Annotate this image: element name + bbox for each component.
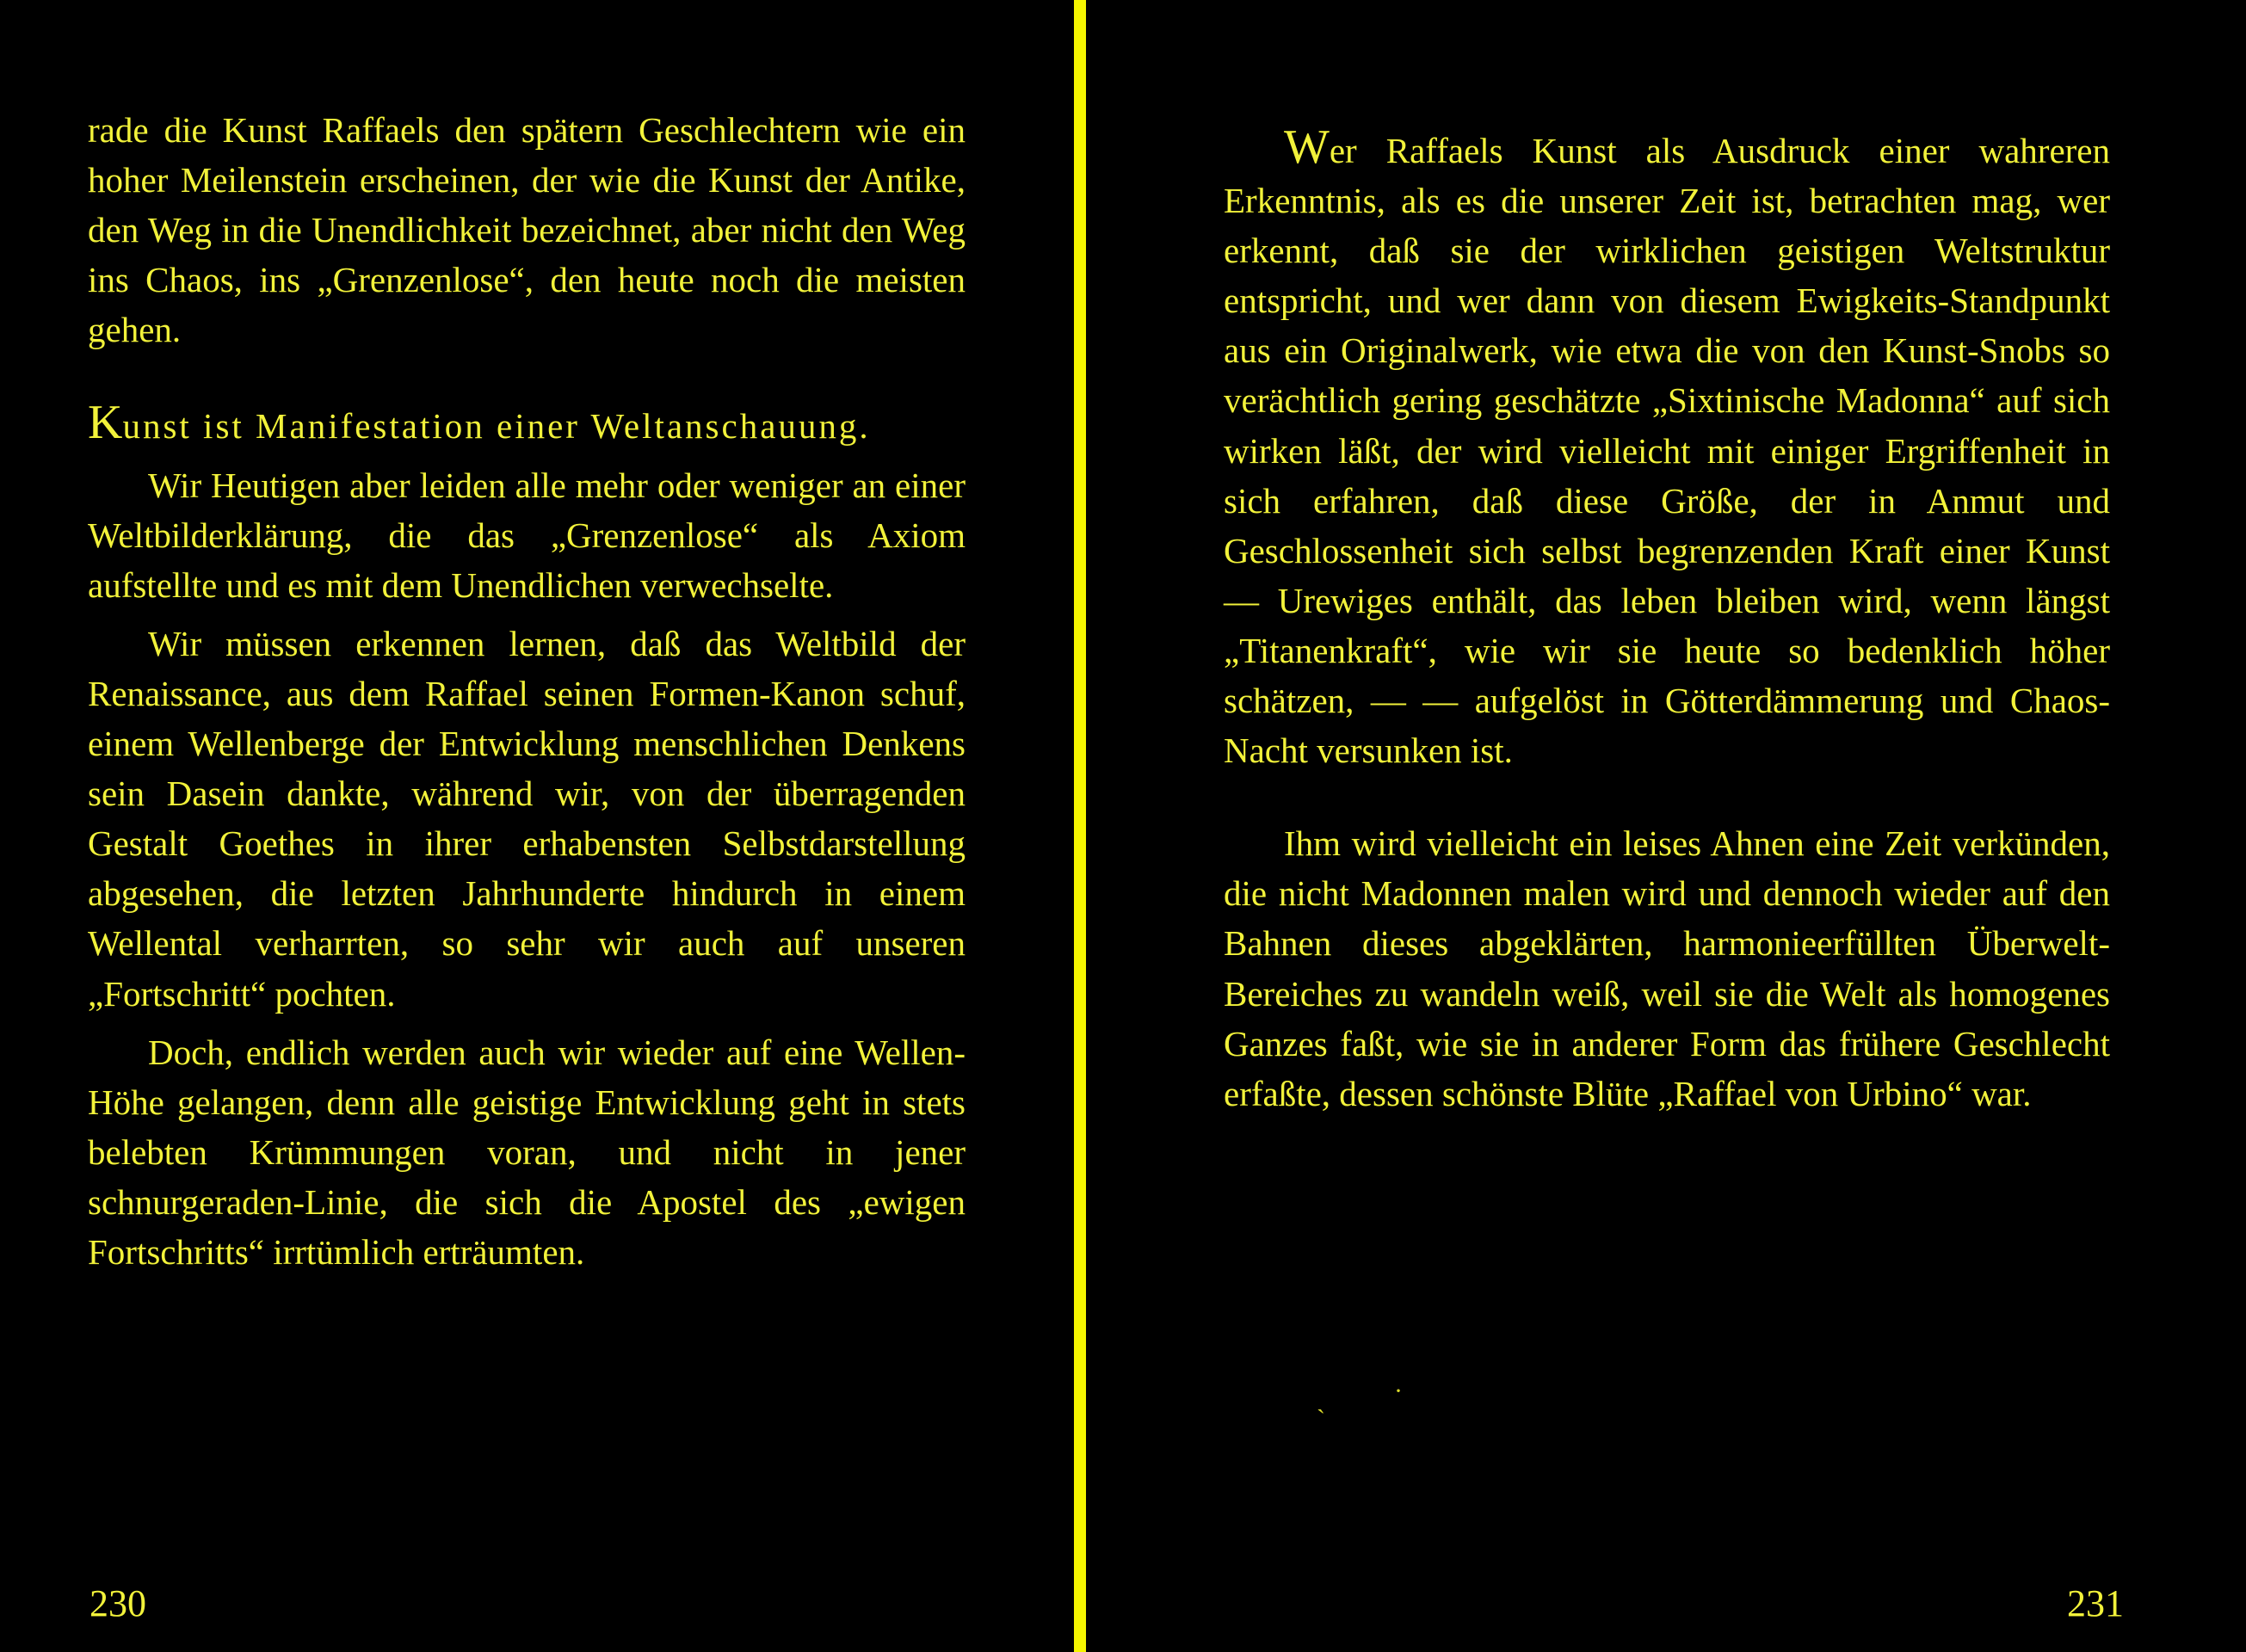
left-text-column (88, 105, 966, 1277)
left-paragraph-4: Wir müssen erkennen lernen, daß das Weltbild der Renaissance, aus dem Raffael seinen Formen-Kanon schuf, einem Wellenberge der Entwicklung menschlichen Denkens sein Dasein dankte, während wir, von der überragenden Gestalt Goethes in ihrer erhabensten Selbstdarstellung abgesehen, die letzten Jahrhunderte hindurch in einem Wellental verharrten, so sehr wir auch auf unseren „Fortschritt“ pochten. (88, 623, 966, 1014)
left-paragraph-3: Wir Heutigen aber leiden alle mehr oder weniger an einer Weltbilderklärung, die das „Grenzenlose“ als Axiom aufstellte und es mit dem Unendlichen verwechselte. (88, 465, 966, 605)
right-paragraph-2: Ihm wird vielleicht ein leises Ahnen eine Zeit verkünden, die nicht Madonnen malen wird und dennoch wieder auf den Bahnen dieses abgeklärten, harmonieerfüllten Überwelt-Bereiches zu wandeln weiß, weil sie die Welt als homogenes Ganzes faßt, wie sie in anderer Form das frühere Geschlecht erfaßte, dessen schönste Blüte „Raffael von Urbino“ war. (1224, 823, 2110, 1113)
right-paragraph-1 (1224, 122, 2110, 775)
left-page-number: 230 (89, 1582, 146, 1624)
right-text-column (1224, 122, 2110, 1119)
right-paragraph-1-text: er Raffaels Kunst als Ausdruck einer wahreren Erkenntnis, als es die unserer Zeit ist, betrachten mag, wer erkennt, daß sie der wirklichen geistigen Weltstruktur entspricht, und wer dann von diesem Ewigkeits-Standpunkt aus ein Originalwerk, wie etwa die von den Kunst-Snobs so verächtlich gering geschätzte „Sixtinische Madonna“ auf sich wirken läßt, der wird vielleicht mit einiger Ergriffenheit in sich erfahren, daß diese Größe, der in Anmut und Geschlossenheit sich selbst begrenzenden Kraft einer Kunst — Urewiges enthält, das leben bleiben wird, wenn längst „Titanenkraft“, wie wir sie heute so bedenklich höher schätzen, — — aufgelöst in Götterdämmerung und Chaos-Nacht versunken ist. (1224, 131, 2110, 771)
left-paragraph-2-text: unst ist Manifestation einer Weltanschauung. (122, 406, 871, 447)
left-page (0, 0, 1065, 1652)
right-page (1095, 0, 2246, 1652)
print-speck: · (1394, 1377, 1403, 1405)
print-speck: ˏ (1317, 1385, 1325, 1414)
left-paragraph-5: Doch, endlich werden auch wir wieder auf eine Wellen-Höhe gelangen, denn alle geistige Entwicklung geht in stets belebten Krümmungen voran, und nicht in jener schnurgeraden-Linie, die sich die Apostel des „ewigen Fortschritts“ irrtümlich erträumten. (88, 1032, 966, 1272)
left-paragraph-2 (88, 398, 966, 451)
left-dropcap: K (88, 396, 123, 450)
right-page-number: 231 (2067, 1582, 2124, 1624)
left-paragraph-1: rade die Kunst Raffaels den spätern Geschlechtern wie ein hoher Meilenstein erscheinen, der wie die Kunst der Antike, den Weg in die Unendlichkeit bezeichnet, aber nicht den Weg ins Chaos, ins „Grenzenlose“, den heute noch die meisten gehen. (88, 110, 966, 350)
gutter-highlight-line (1074, 0, 1086, 1652)
right-dropcap: W (1284, 120, 1330, 174)
